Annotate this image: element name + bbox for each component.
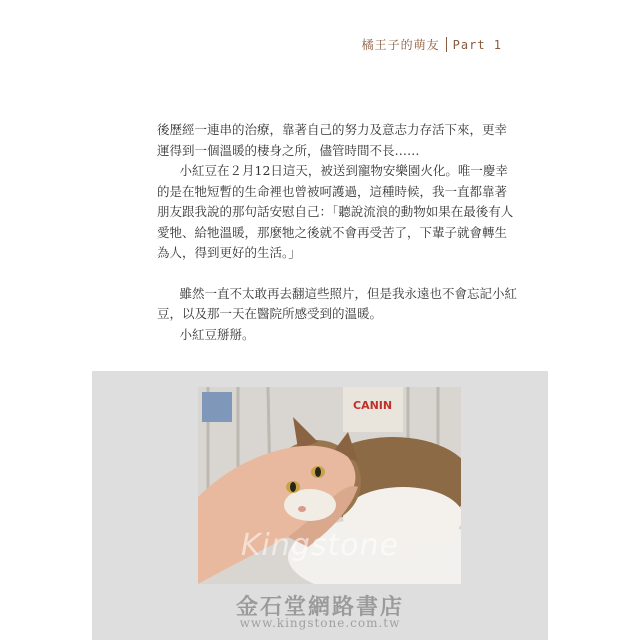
bag-label: CANIN bbox=[353, 399, 393, 412]
header-divider bbox=[446, 37, 447, 52]
watermark-brand: Kingstone bbox=[240, 528, 400, 563]
watermark-store-name: 金石堂網路書店 bbox=[235, 594, 404, 620]
part-label: Part 1 bbox=[452, 37, 502, 52]
paragraph-spacer bbox=[157, 264, 517, 284]
paragraph-4: 小紅豆掰掰。 bbox=[179, 326, 255, 342]
paragraph-2: 小紅豆在２月12日這天，被送到寵物安樂園火化。唯一慶幸的是在牠短暫的生命裡也曾被呵護過，這種時候，我一直都靠著朋友跟我說的那句話安慰自己：「聽說流浪的動物如果在最後有人愛牠、給牠溫暖，那麼牠之後就不會再受苦了，下輩子就會轉生為人，得到更好的生活。」 bbox=[157, 163, 514, 260]
watermark-url: www.kingstone.com.tw bbox=[239, 616, 401, 630]
paragraph-1: 後歷經一連串的治療，靠著自己的努力及意志力存活下來，更幸運得到一個溫暖的棲身之所，儘管時間不長…… bbox=[157, 122, 508, 158]
paragraph-3: 雖然一直不太敢再去翻這些照片，但是我永遠也不會忘記小紅豆，以及那一天在醫院所感受到的溫暖。 bbox=[157, 285, 518, 321]
kitten-photo bbox=[198, 387, 461, 584]
running-header bbox=[362, 36, 502, 53]
chapter-title: 橘王子的萌友 bbox=[361, 38, 440, 52]
body-text bbox=[157, 120, 517, 345]
kitten-photo-illustration bbox=[198, 387, 461, 584]
